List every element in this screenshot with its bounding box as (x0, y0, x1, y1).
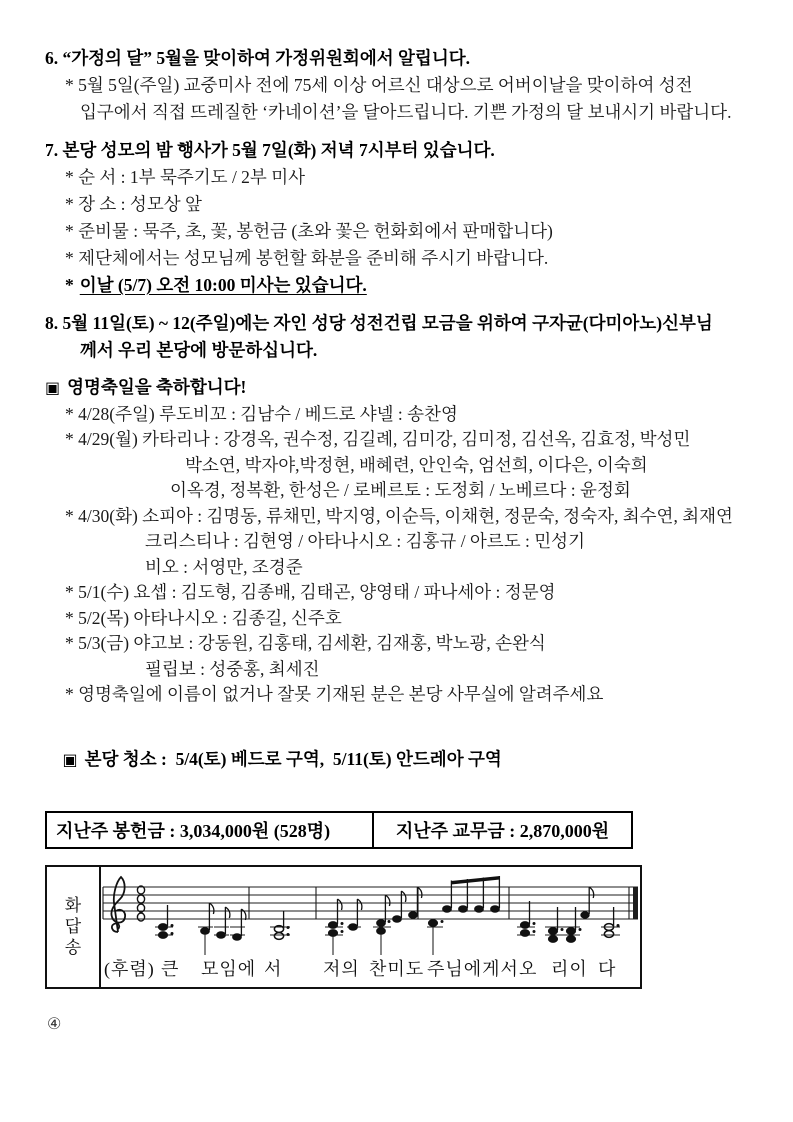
feast-line-10: * 5/3(금) 야고보 : 강동원, 김홍태, 김세환, 김재홍, 박노광, 손완식 (65, 633, 546, 653)
note-cluster-9 (548, 907, 581, 942)
announcement-6-line1: * 5월 5일(주일) 교중미사 전에 75세 이상 어르신 대상으로 어버이날을 맞이하여 성전 (65, 75, 693, 95)
psalm-label-char: 답 (64, 916, 82, 936)
offering-cell: 지난주 봉헌금 : 3,034,000원 (528명) (56, 820, 331, 841)
feast-line-9: * 5/2(목) 아타나시오 : 김종길, 신주호 (65, 607, 342, 628)
feast-day-section (45, 375, 747, 708)
note-cluster-6 (377, 887, 422, 955)
lyric-word: 오 (519, 958, 538, 979)
announcement-6-line2: 입구에서 직접 뜨레질한 ‘카네이션’을 달아드립니다. 기쁜 가정의 달 보내시기 바랍니다. (80, 102, 732, 122)
lyric-word: 모임에 (201, 958, 257, 979)
feast-day-header (45, 375, 747, 402)
announcement-7 (45, 137, 747, 299)
announcement-7-title: 7. 본당 성모의 밤 행사가 5월 7일(화) 저녁 7시부터 있습니다. (45, 140, 495, 160)
lyric-word: 저의 (323, 958, 360, 979)
note-cluster-5 (349, 899, 362, 930)
staff-notation-graphic (101, 869, 641, 957)
announcement-7-line2: * 장 소 : 성모상 앞 (65, 194, 202, 214)
finance-table (45, 811, 633, 849)
feast-line-7: 비오 : 서영만, 조경준 (145, 556, 303, 577)
lyric-word: 큰 (161, 958, 180, 979)
note-cluster-1 (158, 905, 173, 938)
page-number-badge: ④ (47, 1015, 62, 1033)
announcement-7-line5-text: 이날 (5/7) 오전 10:00 미사는 있습니다. (79, 275, 367, 295)
feast-line-8: * 5/1(수) 요셉 : 김도형, 김종배, 김태곤, 양영태 / 파나세아 : 정문영 (65, 582, 556, 602)
feast-line-4: 이옥경, 정복환, 한성은 / 로베르토 : 도정회 / 노베르다 : 윤정회 (170, 480, 631, 500)
lyric-word: 주님에게서 (427, 958, 519, 979)
final-barline (633, 887, 638, 919)
psalm-label-char: 화 (64, 895, 82, 915)
feast-line-6: 크리스티나 : 김현영 / 아타나시오 : 김홍규 / 아르도 : 민성기 (145, 531, 585, 551)
feast-line-1: * 4/28(주일) 루도비꼬 : 김남수 / 베드로 샤넬 : 송찬영 (65, 403, 458, 424)
announcement-7-line3: * 준비물 : 묵주, 초, 꽃, 봉헌금 (초와 꽃은 헌화회에서 판매합니다) (65, 221, 553, 241)
announcement-8-line1: 8. 5월 11일(토) ~ 12(주일)에는 자인 성당 성전건립 모금을 위하여 구자균(다미아노)신부님 (45, 313, 713, 333)
feast-line-11: 필립보 : 성중홍, 최세진 (145, 658, 320, 679)
feast-line-12: * 영명축일에 이름이 없거나 잘못 기재된 분은 본당 사무실에 알려주세요 (65, 684, 604, 704)
cleaning-notice (45, 719, 747, 801)
psalm-label (47, 867, 101, 987)
dues-cell: 지난주 교무금 : 2,870,000원 (372, 813, 631, 847)
announcement-6-title: 6. “가정의 달” 5월을 맞이하여 가정위원회에서 알립니다. (45, 48, 471, 68)
cleaning-notice-text: 본당 청소 : 5/4(토) 베드로 구역, 5/11(토) 안드레아 구역 (84, 748, 502, 769)
lyric-refrain: (후렴) (104, 958, 155, 979)
musical-score (101, 869, 640, 987)
feast-line-2: * 4/29(월) 카타리나 : 강경옥, 권수정, 김길례, 김미강, 김미정, 김선옥, 김효정, 박성민 (65, 429, 691, 449)
announcement-6 (45, 45, 747, 126)
lyric-word: 서 (264, 958, 283, 979)
announcement-8-line2: 께서 우리 본당에 방문하십니다. (80, 340, 318, 360)
lyric-word: 찬미도 (369, 958, 425, 979)
treble-clef-icon (111, 877, 125, 932)
responsorial-psalm-box (45, 865, 642, 989)
feast-day-header-text: 영명축일을 축하합니다! (67, 377, 247, 397)
section-square-icon: ▣ (45, 380, 61, 397)
lyric-word: 리이 (551, 958, 588, 979)
announcement-7-line5 (65, 272, 747, 299)
announcement-7-line4: * 제단체에서는 성모님께 봉헌할 화분을 준비해 주시기 바랍니다. (65, 248, 549, 268)
lyric-word: 다 (598, 958, 617, 979)
feast-line-5: * 4/30(화) 소피아 : 김명동, 류채민, 박지영, 이순득, 이채현, 정문숙, 정숙자, 최수연, 최재연 (65, 505, 733, 526)
feast-line-3: 박소연, 박자야,박정현, 배혜련, 안인숙, 엄선희, 이다은, 이숙희 (185, 454, 648, 475)
note-cluster-11 (604, 907, 619, 937)
announcement-8 (45, 310, 747, 364)
asterisk-marker: * (65, 275, 74, 295)
announcement-7-line1: * 순 서 : 1부 묵주기도 / 2부 미사 (65, 167, 306, 187)
note-cluster-7 (428, 876, 500, 955)
psalm-label-char: 송 (64, 937, 82, 957)
section-square-icon: ▣ (62, 751, 78, 769)
